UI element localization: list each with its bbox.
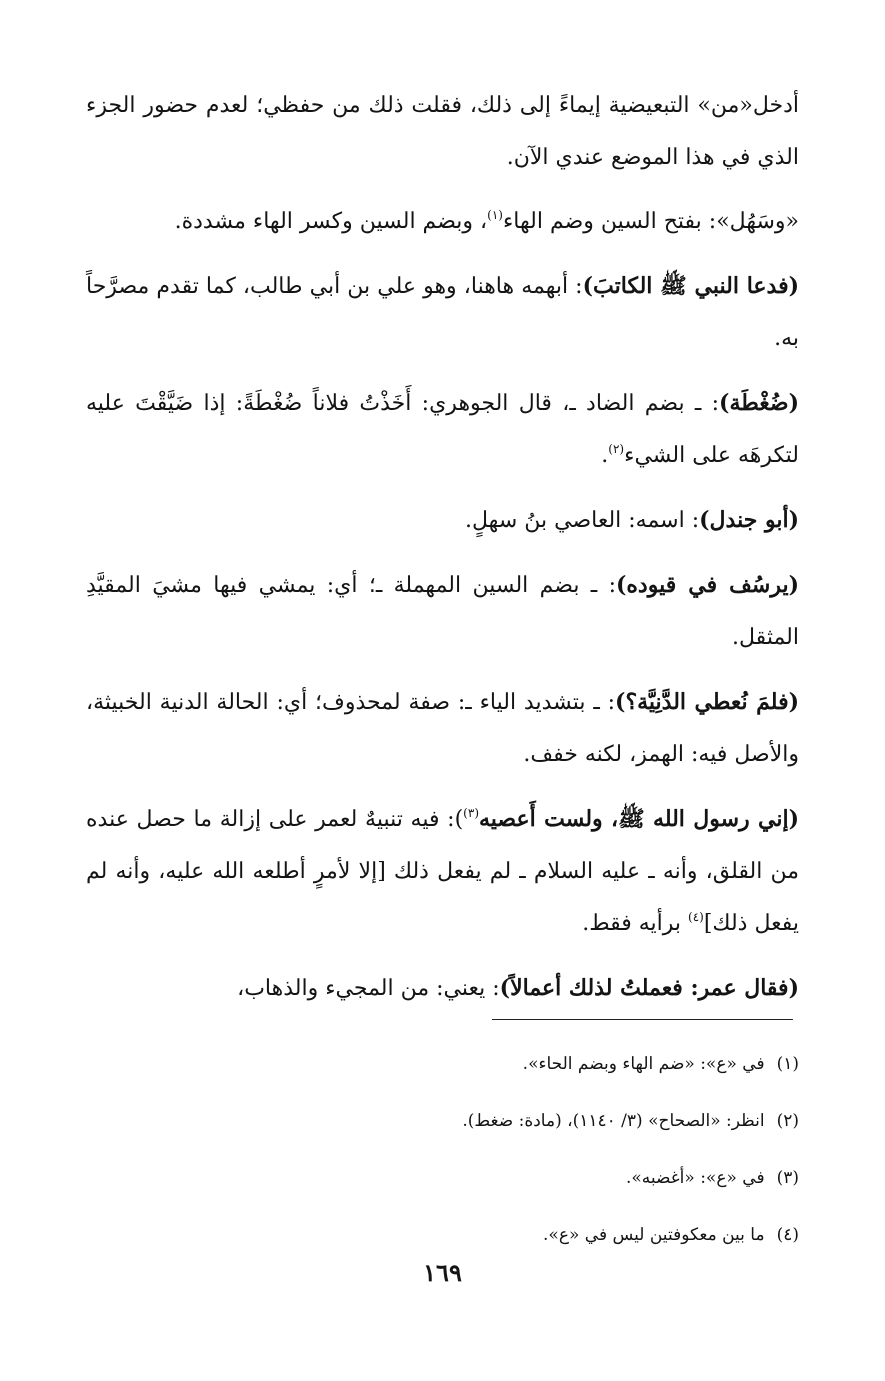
footnote-4 (86, 1207, 799, 1264)
paragraph-wasahul (86, 196, 799, 248)
footnote-ref-3[interactable]: (٣) (463, 806, 479, 820)
paragraph-intro (86, 80, 799, 184)
paragraph-text: : ـ بتشديد الياء ـ: صفة لمحذوف؛ أي: الحالة الدنية الخبيثة، والأصل فيه: الهمز، لكنه خفف. (86, 690, 799, 767)
footnote-3 (86, 1150, 799, 1207)
footnote-2 (86, 1093, 799, 1150)
footnote-text: في «ع»: «ضم الهاء وبضم الحاء». (522, 1054, 765, 1074)
paragraph-text: : ـ بضم الضاد ـ، قال الجوهري: أَخَذْتُ فلاناً ضُغْطَةً: إذا ضَيَّقْتَ عليه لتكرهَه على الشيء (86, 391, 799, 468)
lemma-heading: (يرسُف في قيوده) (616, 572, 799, 598)
footnote-ref-1[interactable]: (١) (487, 208, 503, 222)
main-text (86, 80, 799, 1027)
paragraph-abu-jandal (86, 494, 799, 547)
paragraph-tail: . (601, 443, 609, 468)
footnote-separator (492, 1019, 793, 1020)
paragraph-text: «وسَهُل»: بفتح السين وضم الهاء (502, 209, 799, 234)
paragraph-daghta (86, 377, 799, 482)
footnote-text: في «ع»: «أغضبه». (625, 1168, 765, 1188)
lemma-heading: (فقال عمر: فعملتُ لذلك أعمالاً) (499, 975, 799, 1001)
paragraph-umar (86, 962, 799, 1015)
paragraph-text: : أبهمه هاهنا، وهو علي بن أبي طالب، كما تقدم مصرَّحاً به. (86, 274, 799, 351)
lemma-heading: (فدعا النبي ﷺ الكاتبَ) (582, 273, 799, 299)
footnote-number: (٤) (776, 1225, 799, 1245)
footnote-number: (٢) (776, 1111, 799, 1131)
footnote-number: (٣) (776, 1168, 799, 1188)
page-number: ١٦٩ (423, 1258, 462, 1287)
footnote-text: ما بين معكوفتين ليس في «ع». (543, 1225, 765, 1245)
footnotes (86, 1036, 799, 1264)
paragraph-text: ): فيه تنبيهٌ لعمر على إزالة ما حصل عنده من القلق، وأنه ـ عليه السلام ـ لم يفعل ذلك [إلا لأمرٍ أطلعه الله عليه، وأنه لم يفعل ذلك] (86, 807, 799, 936)
paragraph-yarsuf (86, 559, 799, 664)
footnote-text: انظر: «الصحاح» (٣/ ١١٤٠)، (مادة: ضغط). (462, 1111, 765, 1131)
paragraph-katib (86, 260, 799, 365)
lemma-heading: (إني رسول الله ﷺ، ولست أَعصيه (479, 806, 799, 832)
paragraph-tail: برأيه فقط. (582, 911, 689, 936)
paragraph-rasul (86, 793, 799, 950)
paragraph-daniyya (86, 676, 799, 781)
paragraph-text: : ـ بضم السين المهملة ـ؛ أي: يمشي فيها مشيَ المقيَّدِ المثقل. (86, 573, 799, 650)
footnote-number: (١) (776, 1054, 799, 1074)
footnote-ref-4[interactable]: (٤) (688, 910, 704, 924)
paragraph-text: : يعني: من المجيء والذهاب، (237, 976, 500, 1001)
paragraph-tail: ، وبضم السين وكسر الهاء مشددة. (174, 209, 488, 234)
lemma-heading: (فلمَ نُعطي الدَّنِيَّة؟) (615, 689, 799, 715)
footnote-1 (86, 1036, 799, 1093)
lemma-heading: (ضُغْطَة) (719, 390, 799, 416)
paragraph-text: : اسمه: العاصي بنُ سهلٍ. (465, 508, 700, 533)
paragraph-text: أدخل«من» التبعيضية إيماءً إلى ذلك، فقلت ذلك من حفظي؛ لعدم حضور الجزء الذي في هذا الموضع عندي الآن. (86, 93, 799, 170)
lemma-heading: (أبو جندل) (699, 507, 799, 533)
footnote-ref-2[interactable]: (٢) (608, 442, 625, 456)
